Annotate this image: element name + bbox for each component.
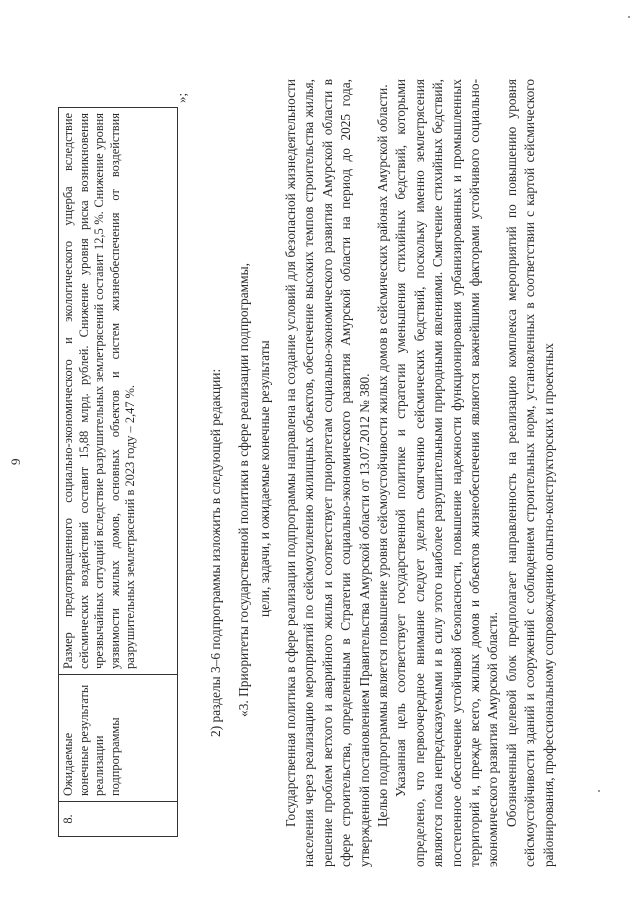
row-text: Размер предотвращенного социально-экономического и экологического ущерба вследствие сейсмических воздействий составит 15,88 млрд. рублей. Снижение уровня риска возникновения чрезвычайных ситуаций вследствие разрушительных землетрясений составит 12,5 %. Снижение уровня уязвимости жилых домов, основных объектов и систем жизнеобеспечения от воздействия разрушительных землетрясений в 2023 году – 2,47 %. <box>59 108 178 675</box>
page-number: 9 <box>8 458 23 465</box>
scan-speck <box>628 16 630 18</box>
paragraph: Обозначенный целевой блок предполагает направленность на реализацию комплекса мероприятий по повышению уровня сейсмоустойчивости зданий и сооружений с соблюдением строительных норм, установленных в соответствии с картой сейсмического районирования, профессиональному сопровождению опытно-конструкторских и проектных <box>503 79 556 867</box>
paragraph: Целью подпрограммы является повышение уровня сейсмоустойчивости жилых домов в сейсмических районах Амурской области. <box>375 84 391 827</box>
program-table <box>58 107 178 837</box>
row-number: 8. <box>59 802 178 837</box>
table-row <box>59 108 178 837</box>
scan-speck <box>598 790 600 792</box>
body-text <box>282 79 558 867</box>
section-subtitle: цели, задачи, и ожидаемые конечные результаты <box>257 340 272 617</box>
amendment-item: 2) разделы 3–6 подпрограммы изложить в следующей редакции: <box>208 368 223 737</box>
row-label: Ожидаемые конечные результаты реализации подпрограммы <box>59 675 178 802</box>
closing-quote: »; <box>174 92 189 103</box>
paragraph: Государственная политика в сфере реализации подпрограммы направлена на создание условий для безопасной жизнедеятельности населения через реализацию мероприятий по сейсмоусилению жилищных объектов, обеспечение высоких темпов строительства жилья, решение проблем ветхого и аварийного жилья и соответствует приоритетам социально-экономического развития Амурской области в сфере строительства, определенным в Стратегии социально-экономического развития Амурской области на период до 2025 года, утвержденной постановлением Правительства Амурской области от 13.07.2012 № 380. <box>283 79 372 867</box>
paragraph: Указанная цель соответствует государственной политике и стратегии уменьшения стихийных бедствий, которыми определено, что первоочередное внимание следует уделять смягчению сейсмических бедствий, поскольку именно землетрясения являются пока непредсказуемыми и в силу этого наиболее разрушительными природными явлениями. Смягчение стихийных бедствий, постепенное обеспечение устойчивой безопасности, повышение надежности функционирования урбанизированных и промышленных территорий и, прежде всего, жилых домов и объектов жизнеобеспечения являются важнейшими факторами устойчивого социально-экономического развития Амурской области. <box>393 79 501 867</box>
rotated-page <box>0 65 605 885</box>
section-title: «3. Приоритеты государственной политики в сфере реализации подпрограммы, <box>236 263 251 717</box>
